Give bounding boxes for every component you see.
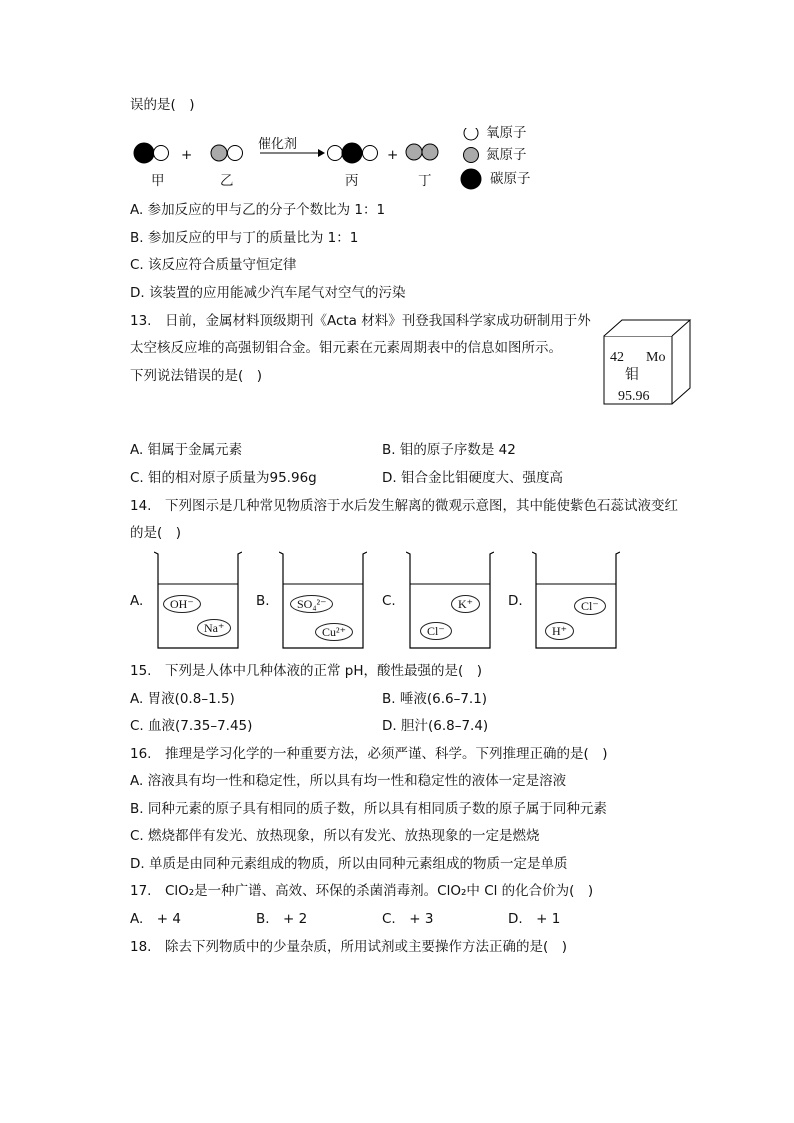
q15-option-d: D. 胆汁(6.8–7.4) (382, 718, 489, 734)
catalyst-label: 催化剂 (258, 137, 298, 152)
legend-nitrogen-label: 氮原子 (486, 147, 527, 163)
q15-stem: 15. 下列是人体中几种体液的正常 pH，酸性最强的是( ) (130, 663, 483, 679)
ding-nitrogen-atom-2 (422, 144, 438, 160)
beaker-d-ion-2: H⁺ (545, 622, 574, 640)
element-symbol: Mo (646, 350, 666, 365)
q16-option-b: B. 同种元素的原子具有相同的质子数，所以具有相同质子数的原子属于同种元素 (130, 801, 607, 817)
q16-option-d: D. 单质是由同种元素组成的物质，所以由同种元素组成的物质一定是单质 (130, 856, 568, 872)
q17-option-a: A. + 4 (130, 911, 181, 927)
beaker-c-ion-1: K⁺ (451, 595, 480, 613)
beaker-a-ion-1: OH⁻ (163, 595, 201, 613)
q13-option-d: D. 钼合金比钼硬度大、强度高 (382, 470, 563, 486)
plus-sign-1: + (181, 147, 193, 163)
legend-oxygen-label: 氧原子 (486, 125, 527, 141)
q12-stem-tail: 误的是( ) (130, 97, 195, 113)
q17-option-d: D. + 1 (508, 911, 561, 927)
q15-option-a: A. 胃液(0.8–1.5) (130, 691, 235, 707)
element-atomic-number: 42 (610, 350, 624, 365)
q18-stem: 18. 除去下列物质中的少量杂质，所用试剂或主要操作方法正确的是( ) (130, 939, 568, 955)
jia-carbon-atom (134, 143, 154, 163)
yi-oxygen-atom (228, 146, 243, 161)
q13-stem-line3: 下列说法错误的是( ) (130, 368, 263, 384)
q15-option-c: C. 血液(7.35–7.45) (130, 718, 253, 734)
bing-oxygen-atom-1 (328, 146, 343, 161)
q13-stem-line2: 太空核反应堆的高强韧钼合金。钼元素在元素周期表中的信息如图所示。 (130, 340, 562, 356)
label-yi: 乙 (220, 173, 234, 189)
q12-option-d: D. 该装置的应用能减少汽车尾气对空气的污染 (130, 285, 406, 301)
legend-carbon-swatch (461, 169, 481, 189)
beaker-a-letter: A. (130, 593, 144, 609)
q15-option-b: B. 唾液(6.6–7.1) (382, 691, 488, 707)
label-jia: 甲 (151, 173, 165, 189)
q16-stem: 16. 推理是学习化学的一种重要方法，必须严谨、科学。下列推理正确的是( ) (130, 746, 608, 762)
q12-option-c: C. 该反应符合质量守恒定律 (130, 257, 297, 273)
legend-nitrogen-swatch (464, 148, 479, 163)
element-name: 钼 (625, 367, 639, 383)
plus-sign-2: + (387, 147, 399, 163)
q12-option-a: A. 参加反应的甲与乙的分子个数比为 1：1 (130, 202, 386, 218)
reaction-arrow-head (318, 149, 325, 157)
beaker-c-ion-2: Cl⁻ (420, 622, 452, 640)
yi-nitrogen-atom (211, 145, 227, 161)
beaker-b-letter: B. (256, 593, 270, 609)
ding-nitrogen-atom-1 (406, 144, 422, 160)
label-bing: 丙 (345, 173, 359, 189)
q17-option-b: B. + 2 (256, 911, 308, 927)
legend-oxygen-swatch (464, 128, 478, 140)
q14-stem-line2: 的是( ) (130, 525, 182, 541)
q13-option-b: B. 钼的原子序数是 42 (382, 442, 516, 458)
beaker-a-ion-2: Na⁺ (197, 619, 231, 637)
q12-option-b: B. 参加反应的甲与丁的质量比为 1：1 (130, 230, 359, 246)
bing-oxygen-atom-2 (363, 146, 378, 161)
q13-stem-line1: 13. 日前，金属材料顶级期刊《Acta 材料》刊登我国科学家成功研制用于外 (130, 313, 591, 329)
q13-option-a: A. 钼属于金属元素 (130, 442, 243, 458)
beaker-d-letter: D. (508, 593, 523, 609)
legend-carbon-label: 碳原子 (490, 171, 531, 187)
beaker-c-letter: C. (382, 593, 396, 609)
bing-carbon-atom (342, 143, 362, 163)
q16-option-a: A. 溶液具有均一性和稳定性，所以具有均一性和稳定性的液体一定是溶液 (130, 773, 567, 789)
q17-option-c: C. + 3 (382, 911, 434, 927)
beaker-d-ion-1: Cl⁻ (574, 597, 606, 615)
beaker-b-ion-2: Cu²⁺ (315, 623, 353, 641)
q13-option-c: C. 钼的相对原子质量为95.96g (130, 470, 317, 486)
element-atomic-mass: 95.96 (618, 389, 650, 404)
jia-oxygen-atom (154, 146, 169, 161)
beaker-b-ion-1: SO₄²⁻ (290, 595, 333, 613)
q14-stem-line1: 14. 下列图示是几种常见物质溶于水后发生解离的微观示意图，其中能使紫色石蕊试液变红 (130, 498, 678, 514)
label-ding: 丁 (418, 173, 432, 189)
q17-stem: 17. ClO₂是一种广谱、高效、环保的杀菌消毒剂。ClO₂中 Cl 的化合价为( ) (130, 883, 594, 899)
q16-option-c: C. 燃烧都伴有发光、放热现象，所以有发光、放热现象的一定是燃烧 (130, 828, 540, 844)
